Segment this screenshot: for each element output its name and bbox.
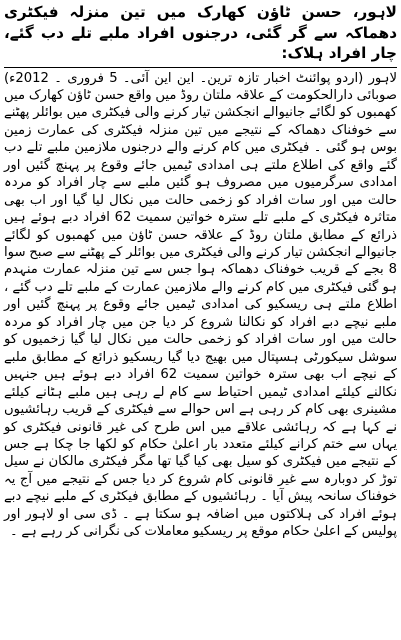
headline-divider [4, 67, 397, 68]
article-headline: لاہور، حسن ٹاؤن کھارک میں تین منزلہ فیکٹری دھماکہ سے گر گئی، درجنوں افراد ملبے تلے دب گئے، چار افراد ہلاک: [4, 3, 397, 62]
article-body: لاہور (اردو پوائنٹ اخبار تازہ ترین۔ این این آئی۔ 5 فروری ۔ 2012ء) صوبائی دارالحکومت کے علاقہ ملتان روڈ میں واقع حسن ٹاؤن کھارک میں کھمبوں کو لگائے جانیوالے انجکشن تیار کرنے والی فیکٹری میں بوائلر پھٹنے سے خوفناک دھماکہ کے نتیجے میں تین منزلہ فیکٹری کی عمارت زمین بوس ہو گئی ۔ فیکٹری میں کام کرنے والے درجنوں ملازمین ملبے تلے دب گئے واقع کی اطلاع ملتے ہی امدادی ٹیمیں جائے وقوع پر پہنچ گئیں اور امدادی سرگرمیوں میں مصروف ہو گئیں ملبے سے چار افراد کو مردہ حالت میں اور سات افراد کو زخمی حالت میں نکال لیا گیا اور اب بھی متاثرہ فیکٹری کے ملبے تلے سترہ خواتین سمیت 62 افراد دبے ہوئے ہیں ذرائع کے مطابق ملتان روڈ کے علاقہ حسن ٹاؤن میں کھمبوں کو لگائے جانیوالے انجکشن تیار کرنے والی فیکٹری میں بوائلر کے پھٹنے سے صبح سوا 8 بجے کے قریب خوفناک دھماکہ ہوا جس سے تین منزلہ عمارت منہدم ہو گئی فیکٹری میں کام کرنے والے ملازمین عمارت کے ملبے تلے دب گئے ، اطلاع ملتے ہی ریسکیو کی امدادی ٹیمیں جائے وقوع پر پہنچ گئیں اور ملبے نیچے دبے افراد کو نکالنا شروع کر دیا جن میں چار افراد کو مردہ حالت میں اور سات افراد کو زخمی حالت میں نکال لیا گیا زخمیوں کو سوشل سیکورٹی ہسپتال میں بھیج دیا گیا ریسکیو ذرائع کے مطابق ملبے کے نیچے اب بھی سترہ خواتین سمیت 62 افراد دبے ہوئے ہیں جنہیں نکالنے کیلئے امدادی ٹیمیں احتیاط سے کام لے رہی ہیں ملبے ہٹانے کیلئے مشینری بھی کام کر رہی ہے اس حوالے سے فیکٹری کے قریب رہائشیوں نے کہا ہے کہ رہائشی علاقے میں اس طرح کی غیر قانونی فیکٹری کو یہاں سے ختم کرانے کیلئے متعدد بار اعلیٰ حکام کو لکھا جا چکا ہے جس کے نتیجے میں فیکٹری کو سیل بھی کیا گیا تھا مگر فیکٹری مالکان نے سیل توڑ کر دوبارہ سے غیر قانونی کام شروع کر دیا جس کے نتیجے میں آج یہ خوفناک سانحہ پیش آیا ۔ رہائشیوں کے مطابق فیکٹری کے ملبے نیچے دبے ہوئے افراد کی ہلاکتوں میں اضافہ ہو سکتا ہے ۔ ڈی سی او لاہور اور پولیس کے اعلیٰ حکام موقع پر ریسکیو معاملات کی نگرانی کر رہے ہے ۔ [4, 70, 397, 540]
